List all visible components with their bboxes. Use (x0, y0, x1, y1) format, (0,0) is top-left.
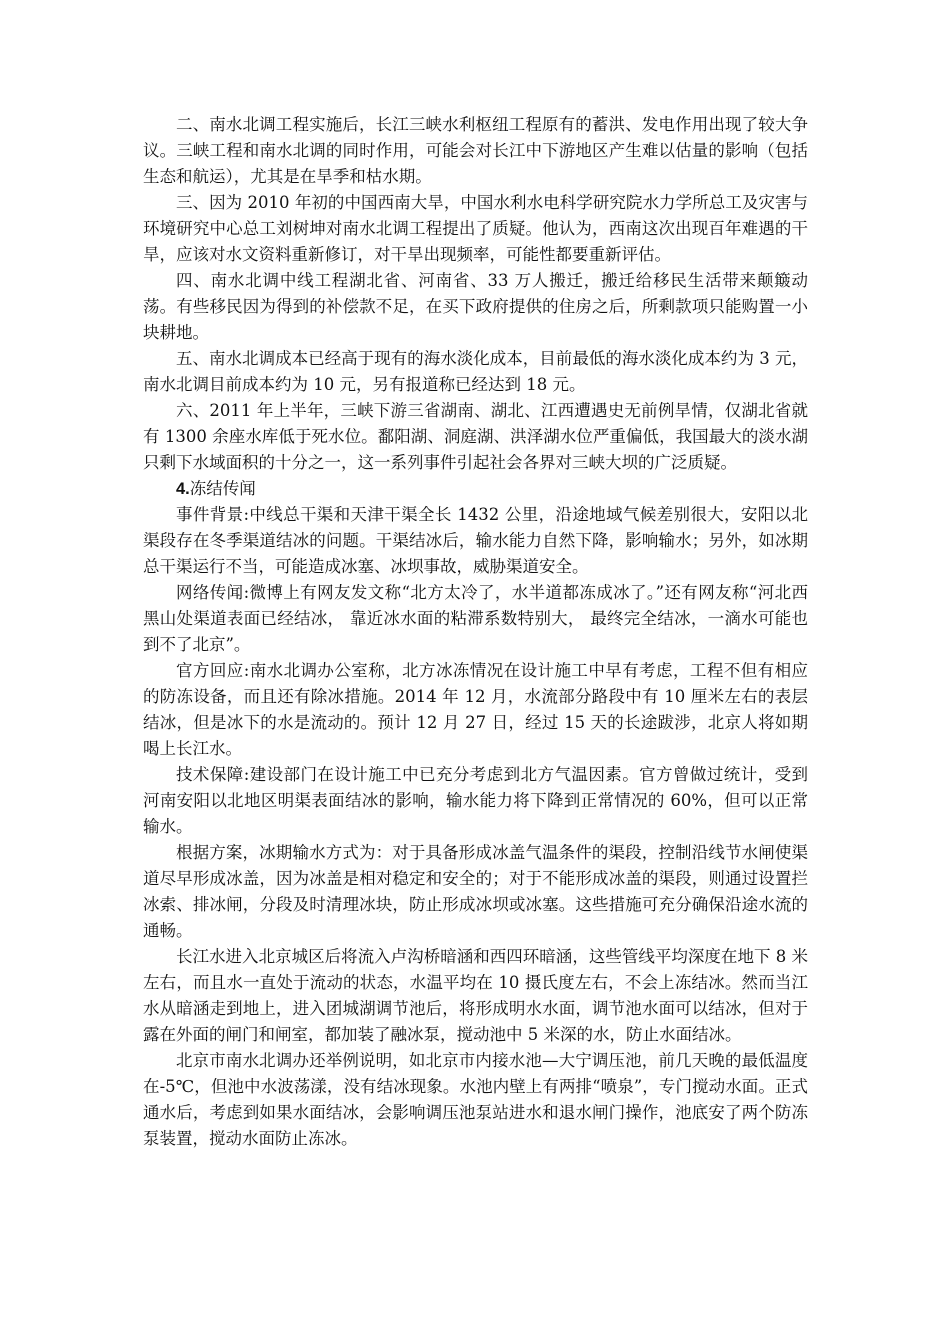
paragraph-4: 四、南水北调中线工程湖北省、河南省、33 万人搬迁，搬迁给移民生活带来颠簸动荡。有些移民因为得到的补偿款不足，在买下政府提供的住房之后，所剩款项只能购置一小块耕地。 (143, 271, 808, 342)
paragraph-3: 三、因为 2010 年初的中国西南大旱，中国水利水电科学研究院水力学所总工及灾害与环境研究中心总工刘树坤对南水北调工程提出了质疑。他认为，西南这次出现百年难遇的干旱，应该对水文资料重新修订，对干旱出现频率，可能性都要重新评估。 (143, 193, 808, 264)
paragraph-daning-pool: 北京市南水北调办还举例说明，如北京市内接水池—大宁调压池，前几天晚的最低温度在-5℃，但池中水波荡漾，没有结冰现象。水池内壁上有两排“喷泉”，专门搅动水面。正式通水后，考虑到如果水面结冰，会影响调压池泵站进水和退水闸门操作，池底安了两个防冻泵装置，搅动水面防止冻冰。 (143, 1051, 808, 1148)
paragraph-2: 二、南水北调工程实施后，长江三峡水利枢纽工程原有的蓄洪、发电作用出现了较大争议。三峡工程和南水北调的同时作用，可能会对长江中下游地区产生难以估量的影响（包括生态和航运），尤其是在旱季和枯水期。 (143, 115, 808, 186)
paragraph-ice-plan: 根据方案，冰期输水方式为：对于具备形成冰盖气温条件的渠段，控制沿线节水闸使渠道尽早形成冰盖，因为冰盖是相对稳定和安全的；对于不能形成冰盖的渠段，则通过设置拦冰索、排冰闸，分段及时清理冰块，防止形成冰坝或冰塞。这些措施可充分确保沿途水流的通畅。 (143, 843, 808, 940)
section-heading-title: 冻结传闻 (189, 479, 256, 498)
paragraph-technical-support: 技术保障:建设部门在设计施工中已充分考虑到北方气温因素。官方曾做过统计，受到河南安阳以北地区明渠表面结冰的影响，输水能力将下降到正常情况的 60%，但可以正常输水。 (143, 765, 808, 836)
document-body (143, 112, 808, 1152)
paragraph-official-response: 官方回应:南水北调办公室称，北方冰冻情况在设计施工中早有考虑，工程不但有相应的防冻设备，而且还有除冰措施。2014 年 12 月，水流部分路段中有 10 厘米左右的表层结冰，但是冰下的水是流动的。预计 12 月 27 日，经过 15 天的长途跋涉，北京人将如期喝上长江水。 (143, 661, 808, 758)
paragraph-beijing-culverts: 长江水进入北京城区后将流入卢沟桥暗涵和西四环暗涵，这些管线平均深度在地下 8 米左右，而且水一直处于流动的状态，水温平均在 10 摄氏度左右，不会上冻结冰。然而当江水从暗涵走到地上，进入团城湖调节池后，将形成明水水面，调节池水面可以结冰，但对于露在外面的闸门和闸室，都加装了融冰泵，搅动池中 5 米深的水，防止水面结冰。 (143, 947, 808, 1044)
paragraph-6: 六、2011 年上半年，三峡下游三省湖南、湖北、江西遭遇史无前例旱情，仅湖北省就有 1300 余座水库低于死水位。鄱阳湖、洞庭湖、洪泽湖水位严重偏低，我国最大的淡水湖只剩下水域面积的十分之一，这一系列事件引起社会各界对三峡大坝的广泛质疑。 (143, 401, 808, 472)
paragraph-rumor: 网络传闻:微博上有网友发文称“北方太冷了，水半道都冻成冰了。”还有网友称“河北西黑山处渠道表面已经结冰， 靠近冰水面的粘滞系数特别大， 最终完全结冰，一滴水可能也到不了北京”。 (143, 583, 808, 654)
section-heading (143, 476, 808, 502)
paragraph-background: 事件背景:中线总干渠和天津干渠全长 1432 公里，沿途地域气候差别很大，安阳以北渠段存在冬季渠道结冰的问题。干渠结冰后，输水能力自然下降，影响输水；另外，如冰期总干渠运行不当，可能造成冰塞、冰坝事故，威胁渠道安全。 (143, 505, 808, 576)
section-heading-number: 4. (176, 480, 190, 498)
paragraph-5: 五、南水北调成本已经高于现有的海水淡化成本，目前最低的海水淡化成本约为 3 元，南水北调目前成本约为 10 元，另有报道称已经达到 18 元。 (143, 349, 808, 394)
